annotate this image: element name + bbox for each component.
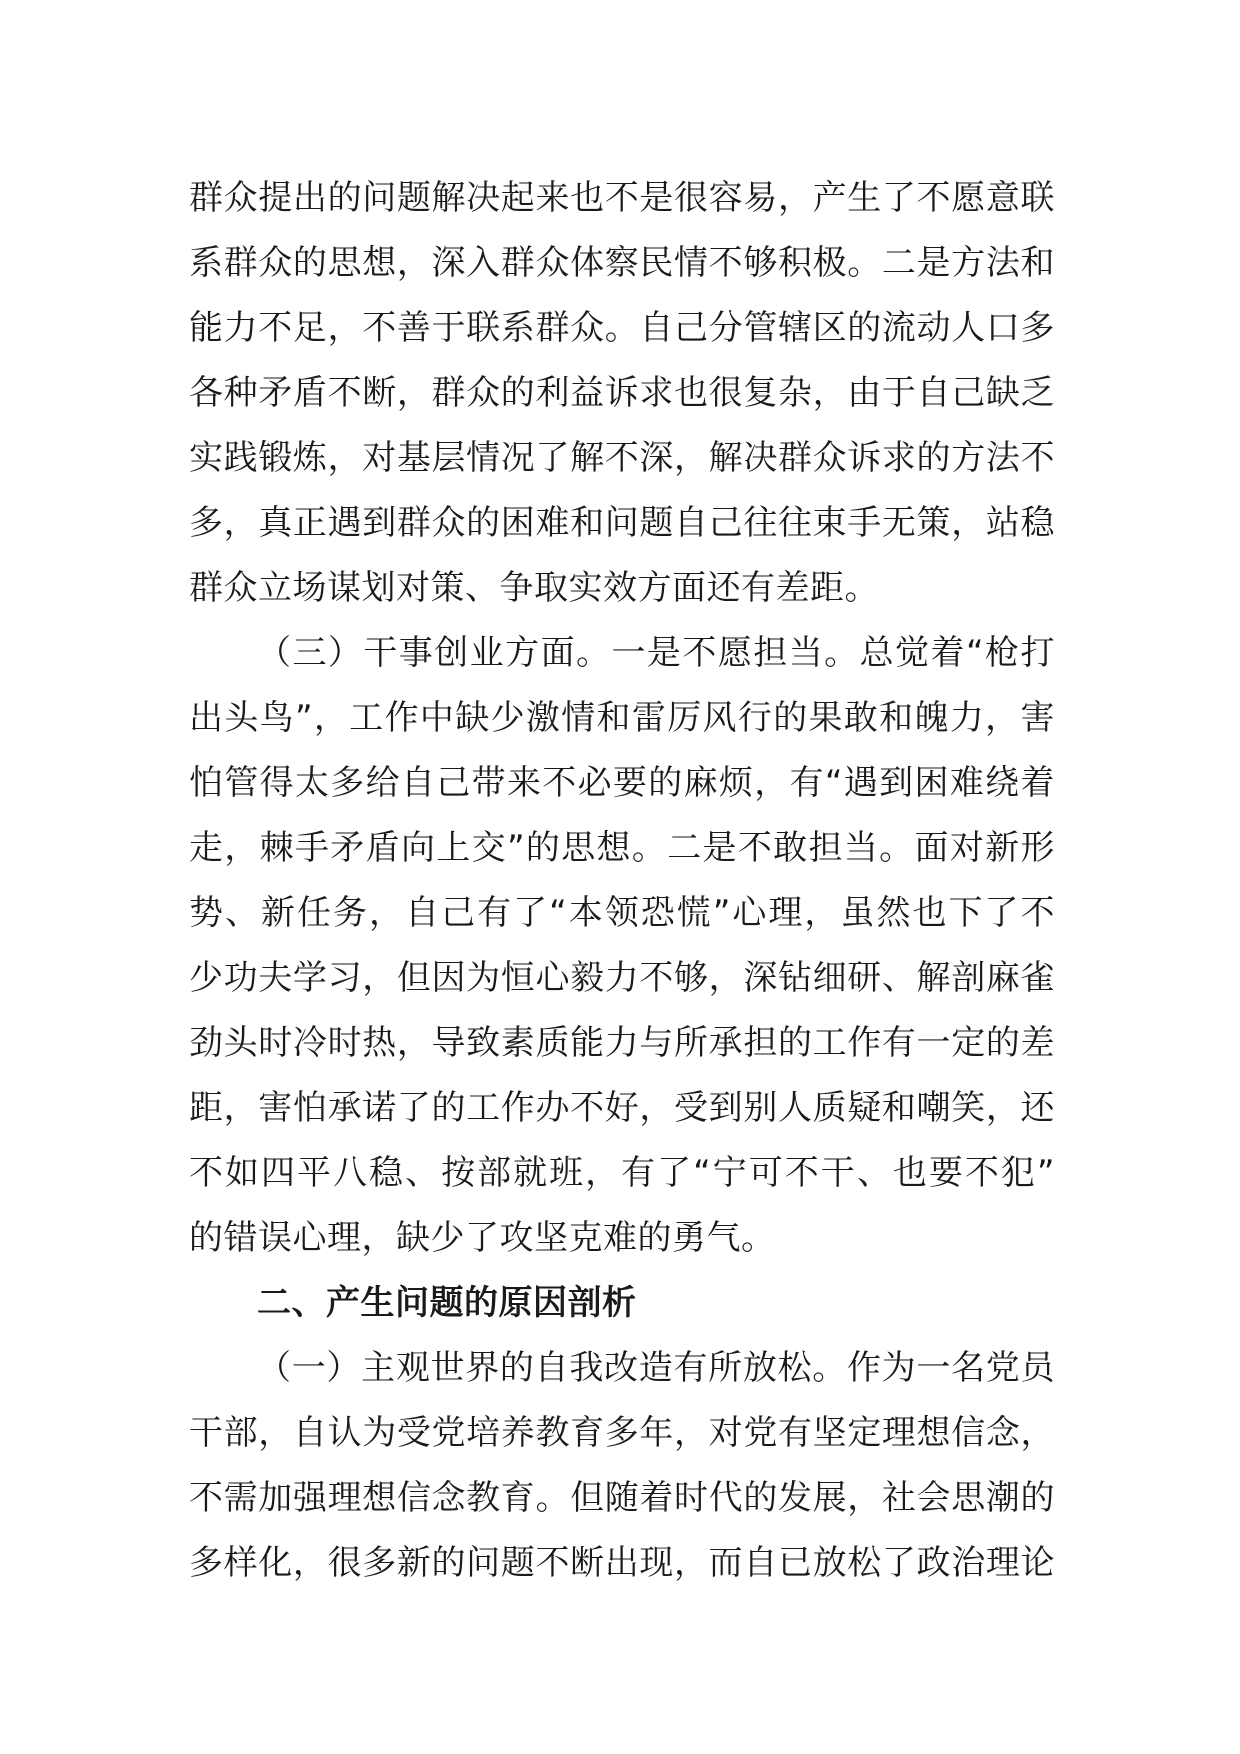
body-line: 各种矛盾不断，群众的利益诉求也很复杂，由于自己缺乏 [189,373,1055,413]
body-line: 距，害怕承诺了的工作办不好，受到别人质疑和嘲笑，还 [189,1088,1055,1128]
document-body [189,166,1055,1596]
body-line: 能力不足，不善于联系群众。自己分管辖区的流动人口多 [189,308,1055,348]
body-line: 不需加强理想信念教育。但随着时代的发展，社会思潮的 [189,1478,1055,1518]
body-line: 干部，自认为受党培养教育多年，对党有坚定理想信念， [189,1413,1055,1453]
body-line: 的错误心理，缺少了攻坚克难的勇气。 [189,1218,776,1258]
body-line: 群众提出的问题解决起来也不是很容易，产生了不愿意联 [189,178,1055,218]
body-line: 群众立场谋划对策、争取实效方面还有差距。 [189,568,879,608]
body-line: 实践锻炼，对基层情况了解不深，解决群众诉求的方法不 [189,438,1055,478]
body-line: （一）主观世界的自我改造有所放松。作为一名党员 [257,1348,1055,1388]
body-line: 怕管得太多给自己带来不必要的麻烦，有“遇到困难绕着 [189,763,1055,803]
section-heading: 二、产生问题的原因剖析 [257,1283,637,1323]
body-line: 走，棘手矛盾向上交”的思想。二是不敢担当。面对新形 [189,828,1055,868]
body-line: 势、新任务，自己有了“本领恐慌”心理，虽然也下了不 [189,893,1055,933]
body-line: 系群众的思想，深入群众体察民情不够积极。二是方法和 [189,243,1055,283]
body-line: 多样化，很多新的问题不断出现，而自已放松了政治理论 [189,1543,1055,1583]
body-line: 劲头时冷时热，导致素质能力与所承担的工作有一定的差 [189,1023,1055,1063]
body-line: 多，真正遇到群众的困难和问题自己往往束手无策，站稳 [189,503,1055,543]
body-line: 少功夫学习，但因为恒心毅力不够，深钻细研、解剖麻雀 [189,958,1055,998]
body-line: （三）干事创业方面。一是不愿担当。总觉着“枪打 [257,633,1055,673]
body-line: 出头鸟”，工作中缺少激情和雷厉风行的果敢和魄力，害 [189,698,1055,738]
body-line: 不如四平八稳、按部就班，有了“宁可不干、也要不犯” [189,1153,1055,1193]
